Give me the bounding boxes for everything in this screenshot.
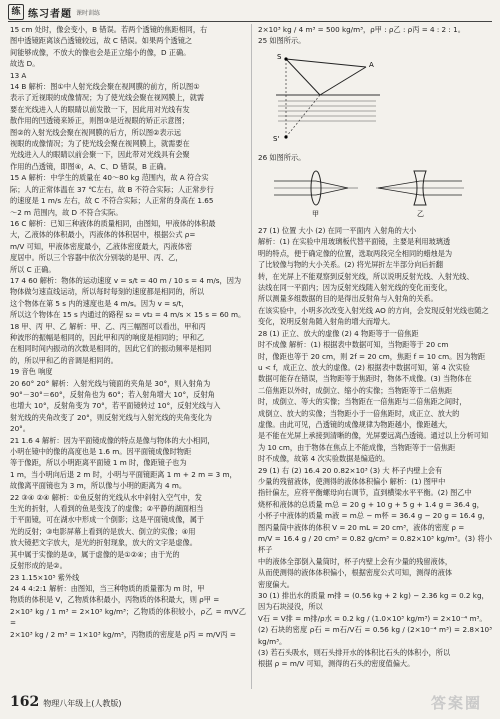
text-line: 小明在镜中的像的高度也是 1.6 m。因平面镜成像时物距 <box>10 447 192 457</box>
text-line: m/V = 16.4 g / 20 cm³ = 0.82 g/cm³ = 0.82×10³ kg/m³。(3) 将小杯子 <box>258 534 492 555</box>
text-line: 视眼的成像情况；为了使光线会聚在视网膜上，就需要在 <box>10 139 190 149</box>
text-line: 根据 ρ = m/V 可知，测得的石头的密度值偏大。 <box>258 659 415 669</box>
page-number: 162 <box>10 694 40 710</box>
text-line: 作用的凸透镜，即图④，A、C、D 错误，B 正确。 <box>10 161 171 171</box>
text-line: 射光线的夹角改变了 20°，则反射光线与入射光线的夹角变化为 <box>10 412 212 422</box>
text-line: 生光的折射，人看到的鱼是变浅了的虚像；②平静的湖面相当 <box>10 504 204 514</box>
text-line: 13 A <box>10 70 27 80</box>
text-line: 所以测量多组数据的目的是得出反射角与入射角的关系。 <box>258 294 438 304</box>
text-line: 故像离平面镜也为 3 m，所以像与小明的距离为 4 m。 <box>10 481 187 491</box>
text-line: 少量的残留液体，使测得的液体体积偏小 解析：(1) 图甲中 <box>258 476 446 486</box>
text-line: 2×10³ kg / 4 m³ = 500 kg/m³，ρ甲 : ρ乙 : ρ丙 = 4 : 2 : 1。 <box>258 25 465 34</box>
text-line: 是不能在光屏上承接到清晰的像，光屏要远离凸透镜。通过以上分析可知 <box>258 431 489 441</box>
left-column <box>10 24 246 640</box>
text-line: 时不成像，故第 4 次实验数据是编造的。 <box>258 454 390 464</box>
text-line: 为 10 cm，由于物体在焦点上不能成像，当物距等于一倍焦距 <box>258 442 456 452</box>
text-line: 转，在光屏上不能观察到反射光线，所以说明反射光线、入射光线、 <box>258 271 474 281</box>
right-column <box>258 24 492 670</box>
text-line: V石 = V排 = m排/ρ水 = 0.2 kg / (1.0×10³ kg/m³) = 2×10⁻⁴ m³。 <box>258 613 487 623</box>
text-line: 了比较像与物的大小关系。(2) 将光屏折左半部分向后折翻 <box>258 260 443 270</box>
text-line: 19 音色 响度 <box>10 367 53 377</box>
brand-subtitle: 课时训练 <box>76 9 101 17</box>
text-line: 24 4 4:2:1 解析：由图知，当三种物质的质量都为 m 时，甲 <box>10 583 205 593</box>
fig25-reflection-diagram <box>268 49 388 147</box>
text-line: 成倒立、放大的实像；当物距小于一倍焦距时，成正立、放大的 <box>258 408 460 418</box>
text-line: 时，成倒立、等大的实像；当物距在一倍焦距与二倍焦距之间时， <box>258 397 467 407</box>
text-line: 二倍焦距以外时，成倒立、缩小的实像；当物距等于二倍焦距 <box>258 385 453 395</box>
text-line: 所以 C 正确。 <box>10 264 56 274</box>
text-line: 1 m，当小明向后退 2 m 时，小明与平面镜距离 1 m + 2 m = 3 m， <box>10 469 237 479</box>
text-line: 15 A 解析：中学生的质量在 40～80 kg 范围内，故 A 符合实 <box>10 173 209 183</box>
text-line: 表示了近视眼的成像情况；为了使光线会聚在视网膜上，就需 <box>10 93 205 103</box>
brand-logo: 练 <box>8 4 24 20</box>
label-a: A <box>369 60 374 69</box>
text-line: 故选 D。 <box>10 59 40 69</box>
label-yi: 乙 <box>417 209 424 218</box>
text-line: 明的特点，便于确定像的位置，选取两段完全相同的蜡烛是为 <box>258 248 453 258</box>
fig26-lens-diagram <box>268 166 468 220</box>
text-line: 20 60° 20° 解析：入射光线与镜面的夹角是 30°，则入射角为 <box>10 378 211 388</box>
text-line: 烧杯和液体的总质量 m总 = 20 g + 10 g + 5 g + 1.4 g = 36.4 g， <box>258 499 484 509</box>
right-column-bottom <box>258 225 492 670</box>
text-line: 时，像距也等于 20 cm，则 2f = 20 cm，焦距 f = 10 cm。因为物距 <box>258 351 486 361</box>
text-line: 图②的入射光线会聚在视网膜的后方，所以图②表示远 <box>10 127 182 137</box>
text-line: 中的液体全部倒入量筒时，杯子内壁上会有少量的残留液体， <box>258 556 453 566</box>
page-header <box>8 4 100 20</box>
text-line: 21 1.6 4 解析：因为平面镜成像的特点是像与物体的大小相同， <box>10 435 215 445</box>
text-line: 2×10³ kg / 1 m³ = 2×10³ kg/m³；乙物质的体积较小，ρ乙 = m/V乙 = <box>10 606 246 628</box>
text-line: ～2 m 范围内，故 D 不符合实际。 <box>10 207 123 217</box>
text-line: 变化，说明反射角随入射角的增大而增大。 <box>258 317 395 327</box>
text-line: 28 (1) 正立、放大的虚像 (2) 4 物距等于一倍焦距 <box>258 328 419 338</box>
label-s-prime: S' <box>273 134 280 143</box>
text-line: 2×10³ kg / 2 m³ = 1×10³ kg/m³，丙物质的密度是 ρ丙 = m/V丙 = <box>10 629 236 639</box>
watermark: 答案圈 <box>430 694 482 712</box>
text-line: 25 如图所示。 <box>258 36 306 46</box>
label-jia: 甲 <box>312 209 319 218</box>
text-line: 其中属于实像的是③，属于虚像的是①②④；由于光的 <box>10 549 180 559</box>
text-line: 小杯子中液体的质量 m液 = m总 − m杯 = 36.4 g − 20 g = 16.4 g， <box>258 511 490 521</box>
text-line: 20°。 <box>10 424 30 434</box>
text-line: 在相同时间内振动的次数是相同的，因此它们的振动频率是相同 <box>10 344 212 354</box>
text-line: 数据可能存在错误，当物距等于焦距时，物体不成像。(3) 当物体在 <box>258 374 472 384</box>
text-line: m/V 可知，甲液体密度最小，乙液体密度最大，丙液体密 <box>10 241 192 251</box>
text-line: 大，乙液体的体积最小，丙液体的体积居中，根据公式 ρ= <box>10 230 196 240</box>
text-line: 等于像距，所以小明距离平面镜 1 m 时，像距镜子也为 <box>10 458 187 468</box>
text-line: 27 (1) 位置 大小 (2) 在同一平面内 入射角的大小 <box>258 226 417 236</box>
text-line: 在该实验中，小明多次改变入射光线 AO 的方向，会发现反射光线也随之 <box>258 305 489 315</box>
text-line: 也增大 10°，反射角变为 70°，若平面镜转过 10°，反射光线与入 <box>10 401 221 411</box>
text-line: 22 ③④ ②④ 解析：①鱼反射的光线从水中斜射入空气中，发 <box>10 492 202 502</box>
text-line: 29 (1) 右 (2) 16.4 20 0.82×10³ (3) 大 杯子内壁上会有 <box>258 465 443 475</box>
text-line: 于平面镜，可在湖水中形成一个倒影；这是平面镜成像，属于 <box>10 515 205 525</box>
text-line: 物体做匀速直线运动，所以每时每刻的速度都是相同的，所以 <box>10 287 205 297</box>
page-footer <box>10 694 121 710</box>
text-line: 这个物体在第 5 s 内的速度也是 4 m/s。因为 v = s/t， <box>10 298 189 308</box>
brand-title: 练习者题 <box>28 8 72 20</box>
text-line: 90°－30°＝60°，反射角也为 60°；若入射角增大 10°，反射角 <box>10 390 215 399</box>
text-line: 因为石块浸没，所以 <box>258 602 323 612</box>
text-line: 要在光线进入人的眼睛以前发散一下，因此用对光线有发 <box>10 104 190 114</box>
text-line: 度居中。所以三个容器中依次分别装的是甲、丙、乙， <box>10 253 183 263</box>
image-point <box>284 135 287 138</box>
text-line: 放大镜把文字放大，是光的折射现象，放大的文字是虚像。 <box>10 538 197 548</box>
text-line: (3) 若石头吸水，则石头排开水的体积比石头的体积小，所以 <box>258 648 451 658</box>
text-line: 反射形成的是②。 <box>10 561 67 571</box>
incident-ray <box>286 59 320 95</box>
text-line: 的，所以甲和乙的音调是相同的。 <box>10 355 118 365</box>
text-line: 时不成像 解析：(1) 根据表中数据可知，当物距等于 20 cm <box>258 340 449 350</box>
direct-ray <box>286 59 366 67</box>
text-line: 种波形的振幅是相同的，因此甲和丙的响度是相同的；甲和乙 <box>10 332 205 342</box>
text-line: 的速度是 1 m/s 左右，故 C 不符合实际；人正常的身高在 1.65 <box>10 196 214 206</box>
text-line: 物质的体积是 V，乙物质体积最小，丙物质的体积最大，则 ρ甲 = <box>10 595 220 605</box>
column-divider <box>251 24 252 689</box>
text-line: 间能够成像，不放大的像也会是正立缩小的像，D 正确。 <box>10 47 191 57</box>
text-line: 法线在同一平面内；因为反射光线随入射光线的变化而变化， <box>258 283 453 293</box>
text-line: 光线进入人的眼睛以前会聚一下，因此带对光线具有会聚 <box>10 150 190 160</box>
source-point <box>284 57 287 60</box>
text-line: 密度偏大。 <box>258 579 294 589</box>
text-line: (2) 石块的密度 ρ石 = m石/V石 = 0.56 kg / (2×10⁻⁴ m³) = 2.8×10³ kg/m³。 <box>258 625 492 646</box>
text-line: 指针偏左，应将平衡螺母向右调节，直到横梁水平平衡。(2) 图乙中 <box>258 488 472 498</box>
text-line: 虚像。由此可见，凸透镜的成像规律为物距越小，像距越大， <box>258 419 453 429</box>
book-title: 物理八年级上(人教版) <box>43 699 122 708</box>
text-line: 23 1.15×10⁵ 紫外线 <box>10 572 80 582</box>
text-line: 图丙量筒中液体的体积 V = 20 mL = 20 cm³，液体的密度 ρ = <box>258 522 465 532</box>
text-line: 15 cm 处时，像会变小，B 错误。若两个透镜的焦距相同，右 <box>10 25 208 34</box>
text-line: 18 甲、丙 甲、乙 解析：甲、乙、丙三幅图可以看出，甲和丙 <box>10 321 206 331</box>
text-line: 17 4 60 解析：物体的运动速度 v = s/t = 40 m / 10 s = 4 m/s，因为 <box>10 275 242 285</box>
text-line: 散作用的凹透镜来矫正，则图③是近视眼的矫正示意图； <box>10 116 189 126</box>
text-line: 16 C 解析：已知三种液体的质量相同，由图知，甲液体的体积最 <box>10 218 216 228</box>
text-line: 30 (1) 排出水的质量 m排 = (0.56 kg + 2 kg) − 2.36 kg = 0.2 kg， <box>258 591 489 601</box>
text-line: 光的反射；③电影屏幕上看到的是放大、倒立的实像；④用 <box>10 526 196 536</box>
right-column-top <box>258 24 492 47</box>
text-line: 图中透镜距离该凸透镜较远，故 C 错误。如果两个透镜之 <box>10 36 193 46</box>
text-line: 所以这个物体在 15 s 内通过的路程 s₂ = vt₂ = 4 m/s × 15 s = 60 m。 <box>10 310 246 320</box>
text-line: 14 B 解析：图①中人射光线会聚在视网膜的前方，所以图① <box>10 82 200 92</box>
label-s: S <box>277 52 282 61</box>
text-line: 解析：(1) 在实验中用玻璃板代替平面镜，主要是利用玻璃透 <box>258 237 451 247</box>
text-line: 际；人的正常体温在 37 ℃左右，故 B 不符合实际；人正常步行 <box>10 184 214 194</box>
q26-text: 26 如图所示。 <box>258 153 306 163</box>
text-line: u < f，成正立、放大的虚像。(2) 根据表中数据可知，第 4 次实验 <box>258 362 470 372</box>
text-line: 从而使测得的液体体积偏小，根据密度公式可知，测得的液体 <box>258 568 453 578</box>
header-rule <box>8 21 492 22</box>
reflected-ray <box>320 67 366 95</box>
